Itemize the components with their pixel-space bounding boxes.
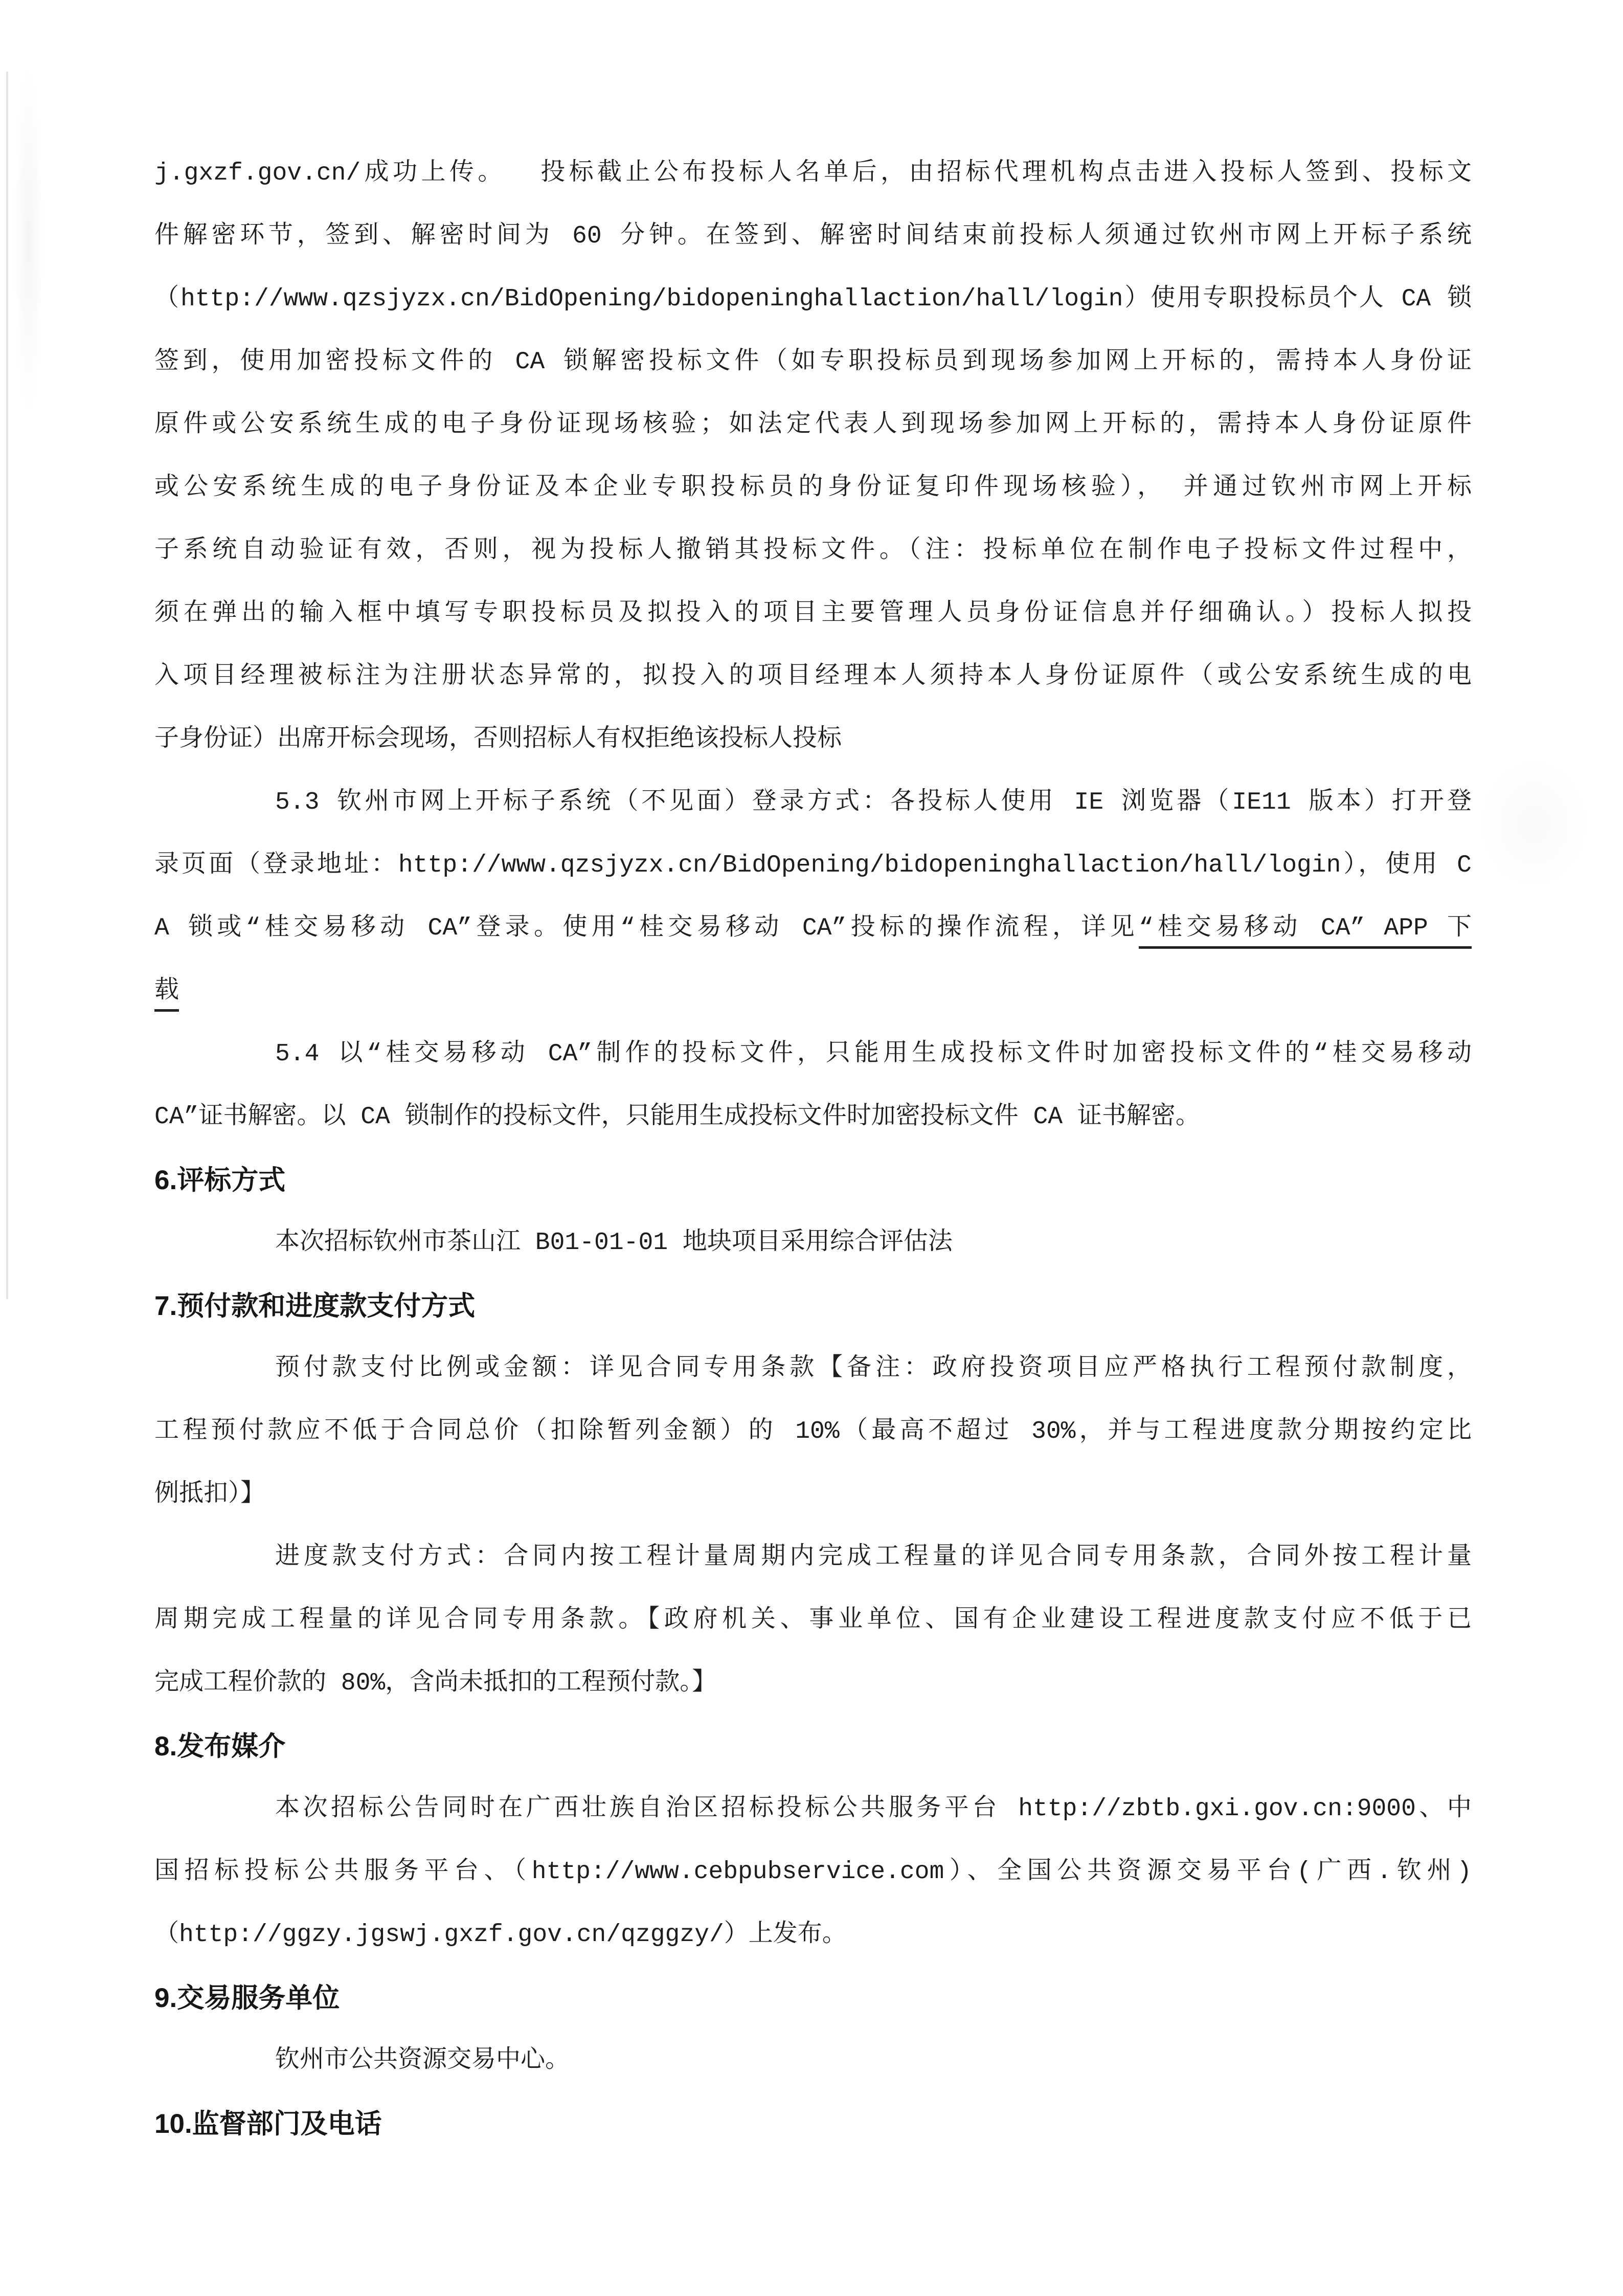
text-segment: j.gxzf.gov.cn/成功上传。 投标截止公布投标人名单后，由招标代理机构点击进入投标人签到、投标文 — [154, 160, 1472, 187]
text-line — [154, 771, 1472, 834]
text-line — [154, 1023, 1472, 1086]
underlined-link-text: 载 — [154, 977, 179, 1012]
text-segment: CA”证书解密。以 CA 锁制作的投标文件，只能用生成投标文件时加密投标文件 CA 证书解密。 — [154, 1103, 1200, 1131]
text-line — [154, 2030, 1472, 2092]
text-segment: 子身份证）出席开标会现场，否则招标人有权拒绝该投标人投标 — [154, 726, 842, 753]
text-segment: 子系统自动验证有效，否则，视为投标人撤销其投标文件。（注：投标单位在制作电子投标文件过程中， — [154, 537, 1472, 565]
text-line — [154, 960, 1472, 1023]
section-heading — [154, 1715, 1472, 1778]
text-segment: 录页面（登录地址：http://www.qzsjyzx.cn/BidOpening/bidopeninghallaction/hall/login），使用 C — [154, 852, 1472, 879]
scan-artifact-smudge — [1478, 757, 1590, 890]
text-line — [154, 142, 1472, 205]
text-segment: 5.3 钦州市网上开标子系统（不见面）登录方式：各投标人使用 IE 浏览器（IE11 版本）打开登 — [275, 789, 1472, 816]
section-heading — [154, 2092, 1472, 2155]
text-segment: 完成工程价款的 80%，含尚未抵扣的工程预付款。】 — [154, 1669, 717, 1697]
text-line — [154, 1463, 1472, 1526]
text-line — [154, 1904, 1472, 1967]
scan-artifact-smudge — [13, 61, 44, 419]
text-segment: 须在弹出的输入框中填写专职投标员及拟投入的项目主要管理人员身份证信息并仔细确认。）投标人拟投 — [154, 600, 1472, 628]
text-segment: 6.评标方式 — [154, 1165, 286, 1195]
text-line — [154, 1841, 1472, 1904]
text-line — [154, 897, 1472, 960]
text-line — [154, 1400, 1472, 1463]
text-segment: 签到，使用加密投标文件的 CA 锁解密投标文件（如专职投标员到现场参加网上开标的，需持本人身份证 — [154, 348, 1472, 376]
text-segment: 入项目经理被标注为注册状态异常的，拟投入的项目经理本人须持本人身份证原件（或公安系统生成的电 — [154, 663, 1472, 690]
text-segment: 原件或公安系统生成的电子身份证现场核验；如法定代表人到现场参加网上开标的，需持本人身份证原件 — [154, 411, 1472, 439]
text-segment: 9.交易服务单位 — [154, 1983, 340, 2013]
text-segment: 钦州市公共资源交易中心。 — [275, 2047, 570, 2075]
text-segment: 本次招标公告同时在广西壮族自治区招标投标公共服务平台 http://zbtb.gxi.gov.cn:9000、中 — [275, 1795, 1472, 1823]
text-segment: 预付款支付比例或金额：详见合同专用条款【备注：政府投资项目应严格执行工程预付款制度， — [275, 1355, 1472, 1383]
text-line — [154, 1652, 1472, 1715]
text-line — [154, 1212, 1472, 1275]
text-segment: 国招标投标公共服务平台、（http://www.cebpubservice.com）、全国公共资源交易平台(广西.钦州) — [154, 1858, 1472, 1886]
section-heading — [154, 1275, 1472, 1338]
text-segment: A 锁或“桂交易移动 CA”登录。使用“桂交易移动 CA”投标的操作流程，详见 — [154, 915, 1139, 942]
section-heading — [154, 1149, 1472, 1212]
document-body — [154, 142, 1472, 2155]
scan-artifact-left-edge-line — [6, 72, 8, 1299]
text-segment: 本次招标钦州市茶山江 B01-01-01 地块项目采用综合评估法 — [275, 1229, 953, 1257]
text-line — [154, 583, 1472, 645]
text-line — [154, 1086, 1472, 1149]
text-line — [154, 520, 1472, 583]
text-line — [154, 1778, 1472, 1841]
text-line — [154, 457, 1472, 520]
text-line — [154, 205, 1472, 268]
text-segment: 5.4 以“桂交易移动 CA”制作的投标文件，只能用生成投标文件时加密投标文件的“桂交易移动 — [275, 1040, 1472, 1068]
text-line — [154, 834, 1472, 897]
text-segment: 10.监督部门及电话 — [154, 2109, 382, 2139]
text-segment: 例抵扣）】 — [154, 1481, 265, 1508]
text-segment: （http://ggzy.jgswj.gxzf.gov.cn/qzggzy/）上发布。 — [154, 1921, 847, 1949]
text-line — [154, 1526, 1472, 1589]
text-line — [154, 394, 1472, 457]
text-line — [154, 645, 1472, 708]
text-line — [154, 1338, 1472, 1400]
section-heading — [154, 1967, 1472, 2030]
text-segment: 周期完成工程量的详见合同专用条款。【政府机关、事业单位、国有企业建设工程进度款支付应不低于已 — [154, 1607, 1472, 1634]
text-segment: （http://www.qzsjyzx.cn/BidOpening/bidopeninghallaction/hall/login）使用专职投标员个人 CA 锁 — [154, 285, 1472, 313]
underlined-link-text: “桂交易移动 CA” APP 下 — [1139, 915, 1472, 949]
text-segment: 7.预付款和进度款支付方式 — [154, 1291, 476, 1321]
text-segment: 件解密环节，签到、解密时间为 60 分钟。在签到、解密时间结束前投标人须通过钦州市网上开标子系统 — [154, 222, 1472, 250]
text-segment: 8.发布媒介 — [154, 1731, 286, 1762]
text-line — [154, 1589, 1472, 1652]
text-line — [154, 708, 1472, 771]
text-segment: 工程预付款应不低于合同总价（扣除暂列金额）的 10%（最高不超过 30%，并与工程进度款分期按约定比 — [154, 1418, 1472, 1445]
text-segment: 或公安系统生成的电子身份证及本企业专职投标员的身份证复印件现场核验）， 并通过钦州市网上开标 — [154, 474, 1472, 502]
text-segment: 进度款支付方式：合同内按工程计量周期内完成工程量的详见合同专用条款，合同外按工程计量 — [275, 1544, 1472, 1571]
text-line — [154, 331, 1472, 394]
text-line — [154, 268, 1472, 331]
